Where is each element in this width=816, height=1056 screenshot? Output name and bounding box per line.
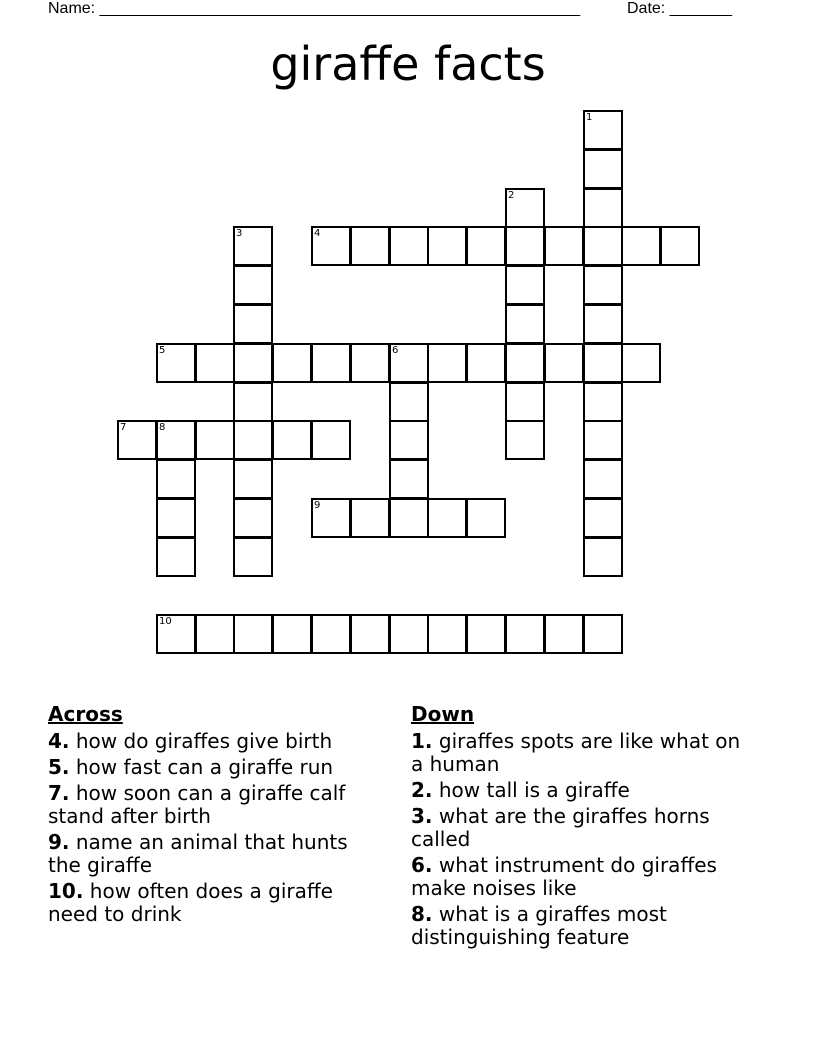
grid-cell[interactable] bbox=[389, 498, 429, 538]
across-clues bbox=[48, 702, 378, 929]
grid-cell[interactable] bbox=[583, 537, 623, 577]
cell-number: 2 bbox=[508, 190, 515, 201]
grid-cell[interactable] bbox=[583, 149, 623, 189]
grid-cell[interactable] bbox=[505, 420, 545, 460]
grid-cell[interactable] bbox=[427, 226, 467, 266]
clue-number: 2. bbox=[411, 778, 433, 802]
grid-cell[interactable] bbox=[117, 420, 157, 460]
grid-cell[interactable] bbox=[505, 226, 545, 266]
grid-cell[interactable] bbox=[233, 498, 273, 538]
grid-cell[interactable] bbox=[583, 614, 623, 654]
grid-cell[interactable] bbox=[389, 382, 429, 422]
clue-number: 5. bbox=[48, 755, 70, 779]
grid-cell[interactable] bbox=[583, 382, 623, 422]
across-clue bbox=[48, 782, 378, 828]
grid-cell[interactable] bbox=[466, 498, 506, 538]
across-clue bbox=[48, 756, 378, 779]
grid-cell[interactable] bbox=[389, 343, 429, 383]
cell-number: 4 bbox=[314, 228, 321, 239]
grid-cell[interactable] bbox=[621, 226, 661, 266]
grid-cell[interactable] bbox=[583, 343, 623, 383]
cell-number: 6 bbox=[392, 345, 399, 356]
clue-number: 9. bbox=[48, 830, 70, 854]
clue-number: 8. bbox=[411, 902, 433, 926]
grid-cell[interactable] bbox=[233, 304, 273, 344]
grid-cell[interactable] bbox=[350, 498, 390, 538]
clue-text: name an animal that hunts the giraffe bbox=[48, 830, 348, 877]
grid-cell[interactable] bbox=[233, 343, 273, 383]
grid-cell[interactable] bbox=[156, 459, 196, 499]
grid-cell[interactable] bbox=[195, 614, 235, 654]
clue-text: how tall is a giraffe bbox=[438, 778, 630, 802]
grid-cell[interactable] bbox=[389, 459, 429, 499]
grid-cell[interactable] bbox=[389, 420, 429, 460]
down-clue bbox=[411, 779, 741, 802]
grid-cell[interactable] bbox=[544, 226, 584, 266]
across-clue bbox=[48, 831, 378, 877]
clue-text: how often does a giraffe need to drink bbox=[48, 879, 333, 926]
date-line[interactable]: Date: _______ bbox=[627, 0, 732, 17]
grid-cell[interactable] bbox=[311, 343, 351, 383]
grid-cell[interactable] bbox=[466, 226, 506, 266]
grid-cell[interactable] bbox=[389, 614, 429, 654]
grid-cell[interactable] bbox=[350, 614, 390, 654]
across-heading: Across bbox=[48, 702, 123, 726]
name-line[interactable]: Name: ______________________________________________________ bbox=[48, 0, 581, 17]
grid-cell[interactable] bbox=[233, 537, 273, 577]
grid-cell[interactable] bbox=[233, 265, 273, 305]
grid-cell[interactable] bbox=[505, 382, 545, 422]
grid-cell[interactable] bbox=[583, 188, 623, 228]
grid-cell[interactable] bbox=[156, 498, 196, 538]
grid-cell[interactable] bbox=[505, 188, 545, 228]
grid-cell[interactable] bbox=[544, 614, 584, 654]
grid-cell[interactable] bbox=[195, 420, 235, 460]
grid-cell[interactable] bbox=[583, 304, 623, 344]
grid-cell[interactable] bbox=[156, 420, 196, 460]
grid-cell[interactable] bbox=[272, 343, 312, 383]
grid-cell[interactable] bbox=[583, 498, 623, 538]
clue-number: 4. bbox=[48, 729, 70, 753]
grid-cell[interactable] bbox=[311, 614, 351, 654]
grid-cell[interactable] bbox=[233, 614, 273, 654]
grid-cell[interactable] bbox=[583, 420, 623, 460]
grid-cell[interactable] bbox=[466, 614, 506, 654]
down-clue bbox=[411, 854, 741, 900]
cell-number: 10 bbox=[159, 616, 172, 627]
grid-cell[interactable] bbox=[505, 614, 545, 654]
down-clue bbox=[411, 903, 741, 949]
clue-number: 7. bbox=[48, 781, 70, 805]
grid-cell[interactable] bbox=[466, 343, 506, 383]
clue-text: what instrument do giraffes make noises like bbox=[411, 853, 717, 900]
grid-cell[interactable] bbox=[583, 226, 623, 266]
clue-text: giraffes spots are like what on a human bbox=[411, 729, 741, 776]
grid-cell[interactable] bbox=[427, 343, 467, 383]
grid-cell[interactable] bbox=[583, 110, 623, 150]
cell-number: 8 bbox=[159, 422, 166, 433]
clue-text: what is a giraffes most distinguishing feature bbox=[411, 902, 667, 949]
cell-number: 3 bbox=[236, 228, 243, 239]
grid-cell[interactable] bbox=[195, 343, 235, 383]
grid-cell[interactable] bbox=[156, 614, 196, 654]
grid-cell[interactable] bbox=[311, 420, 351, 460]
down-clue bbox=[411, 730, 741, 776]
clue-number: 3. bbox=[411, 804, 433, 828]
grid-cell[interactable] bbox=[505, 343, 545, 383]
grid-cell[interactable] bbox=[156, 537, 196, 577]
grid-cell[interactable] bbox=[505, 304, 545, 344]
clue-number: 10. bbox=[48, 879, 84, 903]
cell-number: 9 bbox=[314, 500, 321, 511]
grid-cell[interactable] bbox=[660, 226, 700, 266]
grid-cell[interactable] bbox=[233, 459, 273, 499]
cell-number: 7 bbox=[120, 422, 127, 433]
grid-cell[interactable] bbox=[505, 265, 545, 305]
grid-cell[interactable] bbox=[311, 226, 351, 266]
clue-text: how fast can a giraffe run bbox=[75, 755, 334, 779]
grid-cell[interactable] bbox=[583, 265, 623, 305]
clue-text: what are the giraffes horns called bbox=[411, 804, 710, 851]
clue-text: how soon can a giraffe calf stand after birth bbox=[48, 781, 346, 828]
grid-cell[interactable] bbox=[311, 498, 351, 538]
grid-cell[interactable] bbox=[233, 382, 273, 422]
clue-number: 6. bbox=[411, 853, 433, 877]
across-clue bbox=[48, 730, 378, 753]
grid-cell[interactable] bbox=[233, 420, 273, 460]
across-clue bbox=[48, 880, 378, 926]
down-clues bbox=[411, 702, 741, 952]
grid-cell[interactable] bbox=[427, 498, 467, 538]
grid-cell[interactable] bbox=[350, 343, 390, 383]
grid-cell[interactable] bbox=[427, 614, 467, 654]
grid-cell[interactable] bbox=[272, 420, 312, 460]
grid-cell[interactable] bbox=[621, 343, 661, 383]
grid-cell[interactable] bbox=[272, 614, 312, 654]
clue-text: how do giraffes give birth bbox=[75, 729, 333, 753]
grid-cell[interactable] bbox=[350, 226, 390, 266]
page-title: giraffe facts bbox=[270, 37, 546, 91]
grid-cell[interactable] bbox=[233, 226, 273, 266]
cell-number: 5 bbox=[159, 345, 166, 356]
grid-cell[interactable] bbox=[389, 226, 429, 266]
down-heading: Down bbox=[411, 702, 475, 726]
grid-cell[interactable] bbox=[583, 459, 623, 499]
grid-cell[interactable] bbox=[544, 343, 584, 383]
down-clue bbox=[411, 805, 741, 851]
clue-number: 1. bbox=[411, 729, 433, 753]
cell-number: 1 bbox=[586, 112, 593, 123]
grid-cell[interactable] bbox=[156, 343, 196, 383]
